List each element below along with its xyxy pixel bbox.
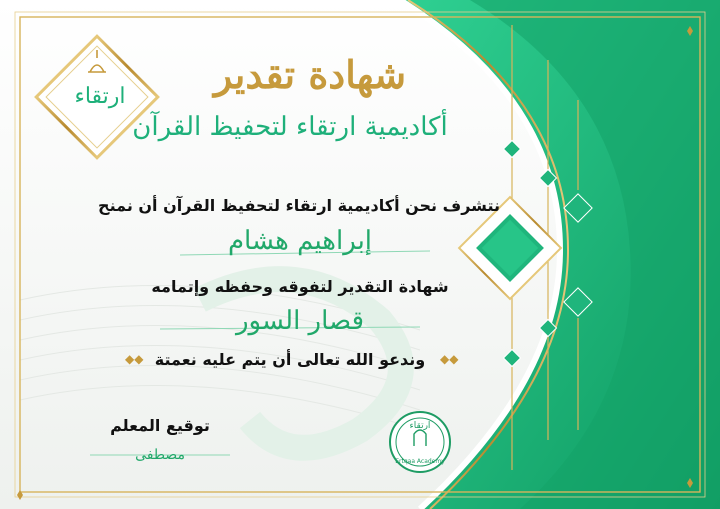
- sparkle-icon: ◆◆: [440, 352, 459, 366]
- surah-name: قصار السور: [235, 306, 365, 336]
- sparkle-icon: ◆◆: [125, 352, 144, 366]
- seal-latin: Ertqaa Academy: [395, 458, 445, 465]
- logo-word: ارتقاء: [74, 84, 126, 109]
- award-reason: شهادة التقدير لتفوقه وحفظه وإتمامه: [151, 277, 449, 296]
- seal-word: ارتقاء: [409, 421, 431, 431]
- signature-name: مصطفى: [135, 447, 185, 463]
- academy-name: أكاديمية ارتقاء لتحفيظ القرآن: [132, 112, 448, 142]
- certificate-title: شهادة تقدير: [213, 52, 407, 97]
- recipient-name: إبراهيم هشام: [227, 226, 373, 256]
- signature-label: توقيع المعلم: [110, 416, 210, 435]
- prayer-text: وندعو الله تعالى أن يتم عليه نعمتة: [154, 350, 426, 369]
- intro-text: نتشرف نحن أكاديمية ارتقاء لتحفيظ القرآن أن نمنح: [98, 196, 500, 215]
